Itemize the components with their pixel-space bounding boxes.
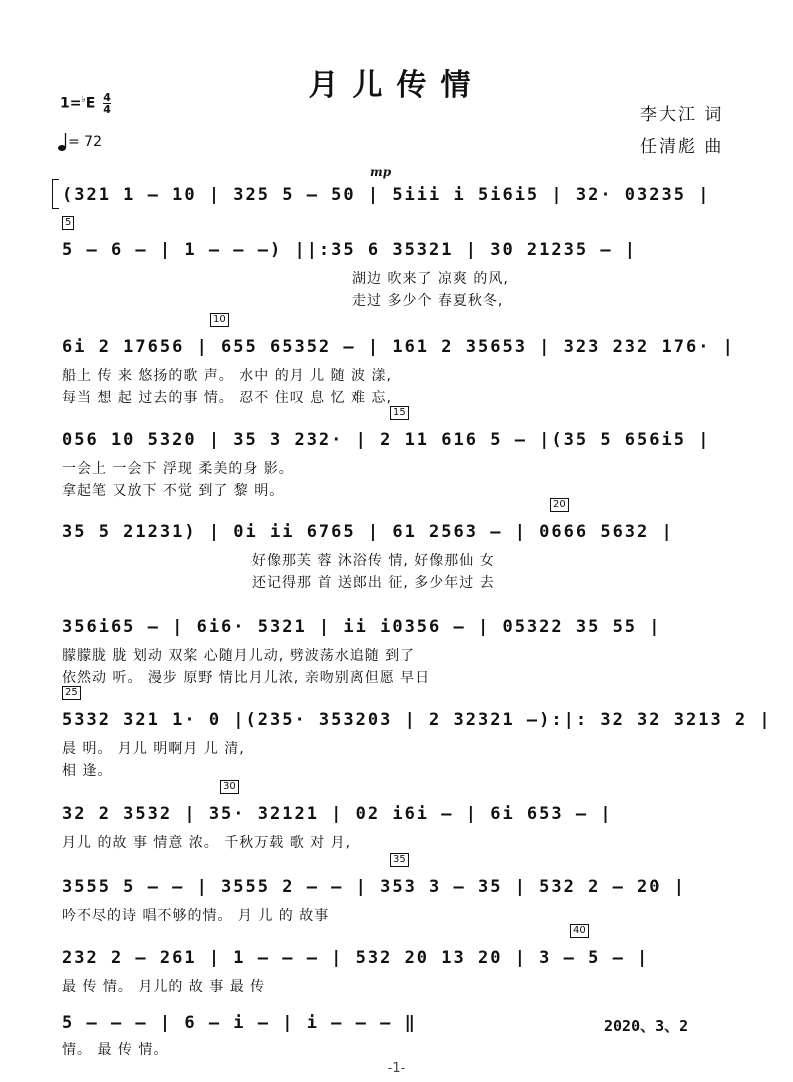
- notation-line: 3555 5 – – | 3555 2 – – | 353 3 – 35 | 532 2 – 20 |: [62, 877, 686, 897]
- lyric-verse-1: 船上 传 来 悠扬的歌 声。 水中 的月 儿 随 波 漾,: [62, 368, 392, 384]
- time-signature: [103, 92, 111, 115]
- lyric-verse-1: 好像那芙 蓉 沐浴传 情, 好像那仙 女: [252, 553, 495, 569]
- notation-line: 35 5 21231) | 0i ii 6765 | 61 2563 – | 0666 5632 |: [62, 522, 674, 542]
- lyric-verse-1: 湖边 吹来了 凉爽 的风,: [352, 271, 509, 287]
- flat-sign: ♭: [81, 94, 86, 105]
- measure-number: 30: [220, 780, 239, 794]
- notation-line: 6i 2 17656 | 655 65352 – | 161 2 35653 | 323 232 176· |: [62, 337, 735, 357]
- lyric-verse-1: 最 传 情。 月儿的 故 事 最 传: [62, 979, 266, 995]
- measure-number: 5: [62, 216, 74, 230]
- tempo-marking: [58, 132, 102, 152]
- lyric-verse-1: 晨 明。 月儿 明啊月 儿 清,: [62, 741, 245, 757]
- measure-number: 40: [570, 924, 589, 938]
- lyric-verse-2: 还记得那 首 送郎出 征, 多少年过 去: [252, 575, 495, 591]
- measure-number: 20: [550, 498, 569, 512]
- measure-number: 25: [62, 686, 81, 700]
- lyric-verse-2: 依然动 听。 漫步 原野 情比月儿浓, 亲吻别离但愿 早日: [62, 670, 431, 686]
- notation-line: 5332 321 1· 0 |(235· 353203 | 2 32321 –):|: 32 32 3213 2 |: [62, 710, 772, 730]
- lyric-verse-1: 一会上 一会下 浮现 柔美的身 影。: [62, 461, 294, 477]
- lyric-verse-1: 朦朦胧 胧 划动 双桨 心随月儿动, 劈波荡水追随 到了: [62, 648, 416, 664]
- lyric-verse-1: 吟不尽的诗 唱不够的情。 月 儿 的 故事: [62, 908, 330, 924]
- system-bracket: [52, 179, 59, 209]
- lyric-verse-1: 月儿 的故 事 情意 浓。 千秋万载 歌 对 月,: [62, 835, 352, 851]
- dynamic-marking: mp: [370, 165, 392, 179]
- notation-line: 5 – 6 – | 1 – – –) ||:35 6 35321 | 30 21235 – |: [62, 240, 638, 260]
- lyric-verse-2: 每当 想 起 过去的事 情。 忍不 住叹 息 忆 难 忘,: [62, 390, 392, 406]
- composer: 任清彪 曲: [640, 137, 724, 157]
- notation-line: 232 2 – 261 | 1 – – – | 532 20 13 20 | 3 – 5 – |: [62, 948, 650, 968]
- notation-line: 356i65 – | 6i6· 5321 | ii i0356 – | 05322 35 55 |: [62, 617, 662, 637]
- page-number: -1-: [387, 1061, 406, 1076]
- page-title: 月儿传情: [308, 68, 485, 103]
- measure-number: 10: [210, 313, 229, 327]
- notation-line: 056 10 5320 | 35 3 232· | 2 11 616 5 – |(35 5 656i5 |: [62, 430, 711, 450]
- key-signature: [60, 92, 111, 115]
- measure-number: 15: [390, 406, 409, 420]
- time-bottom: 4: [103, 103, 111, 116]
- key-prefix: 1=: [60, 95, 82, 112]
- lyric-verse-2: 拿起笔 又放下 不觉 到了 黎 明。: [62, 483, 285, 499]
- key-note: E: [85, 95, 96, 112]
- time-top: 4: [103, 91, 111, 104]
- measure-number: 35: [390, 853, 409, 867]
- notation-line: 32 2 3532 | 35· 32121 | 02 i6i – | 6i 653 – |: [62, 804, 613, 824]
- date-stamp: 2020、3、2: [604, 1017, 689, 1035]
- lyricist: 李大江 词: [640, 105, 724, 125]
- lyric-verse-1: 情。 最 传 情。: [62, 1042, 169, 1058]
- notation-line: 5 – – – | 6 – i – | i – – – ‖: [62, 1013, 417, 1033]
- tempo-value: = 72: [68, 134, 102, 150]
- quarter-note-icon: [58, 132, 68, 152]
- lyric-verse-2: 走过 多少个 春夏秋冬,: [352, 293, 504, 309]
- notation-line: (321 1 – 10 | 325 5 – 50 | 5iii i 5i6i5 | 32· 03235 |: [62, 185, 711, 205]
- lyric-verse-2: 相 逢。: [62, 763, 113, 779]
